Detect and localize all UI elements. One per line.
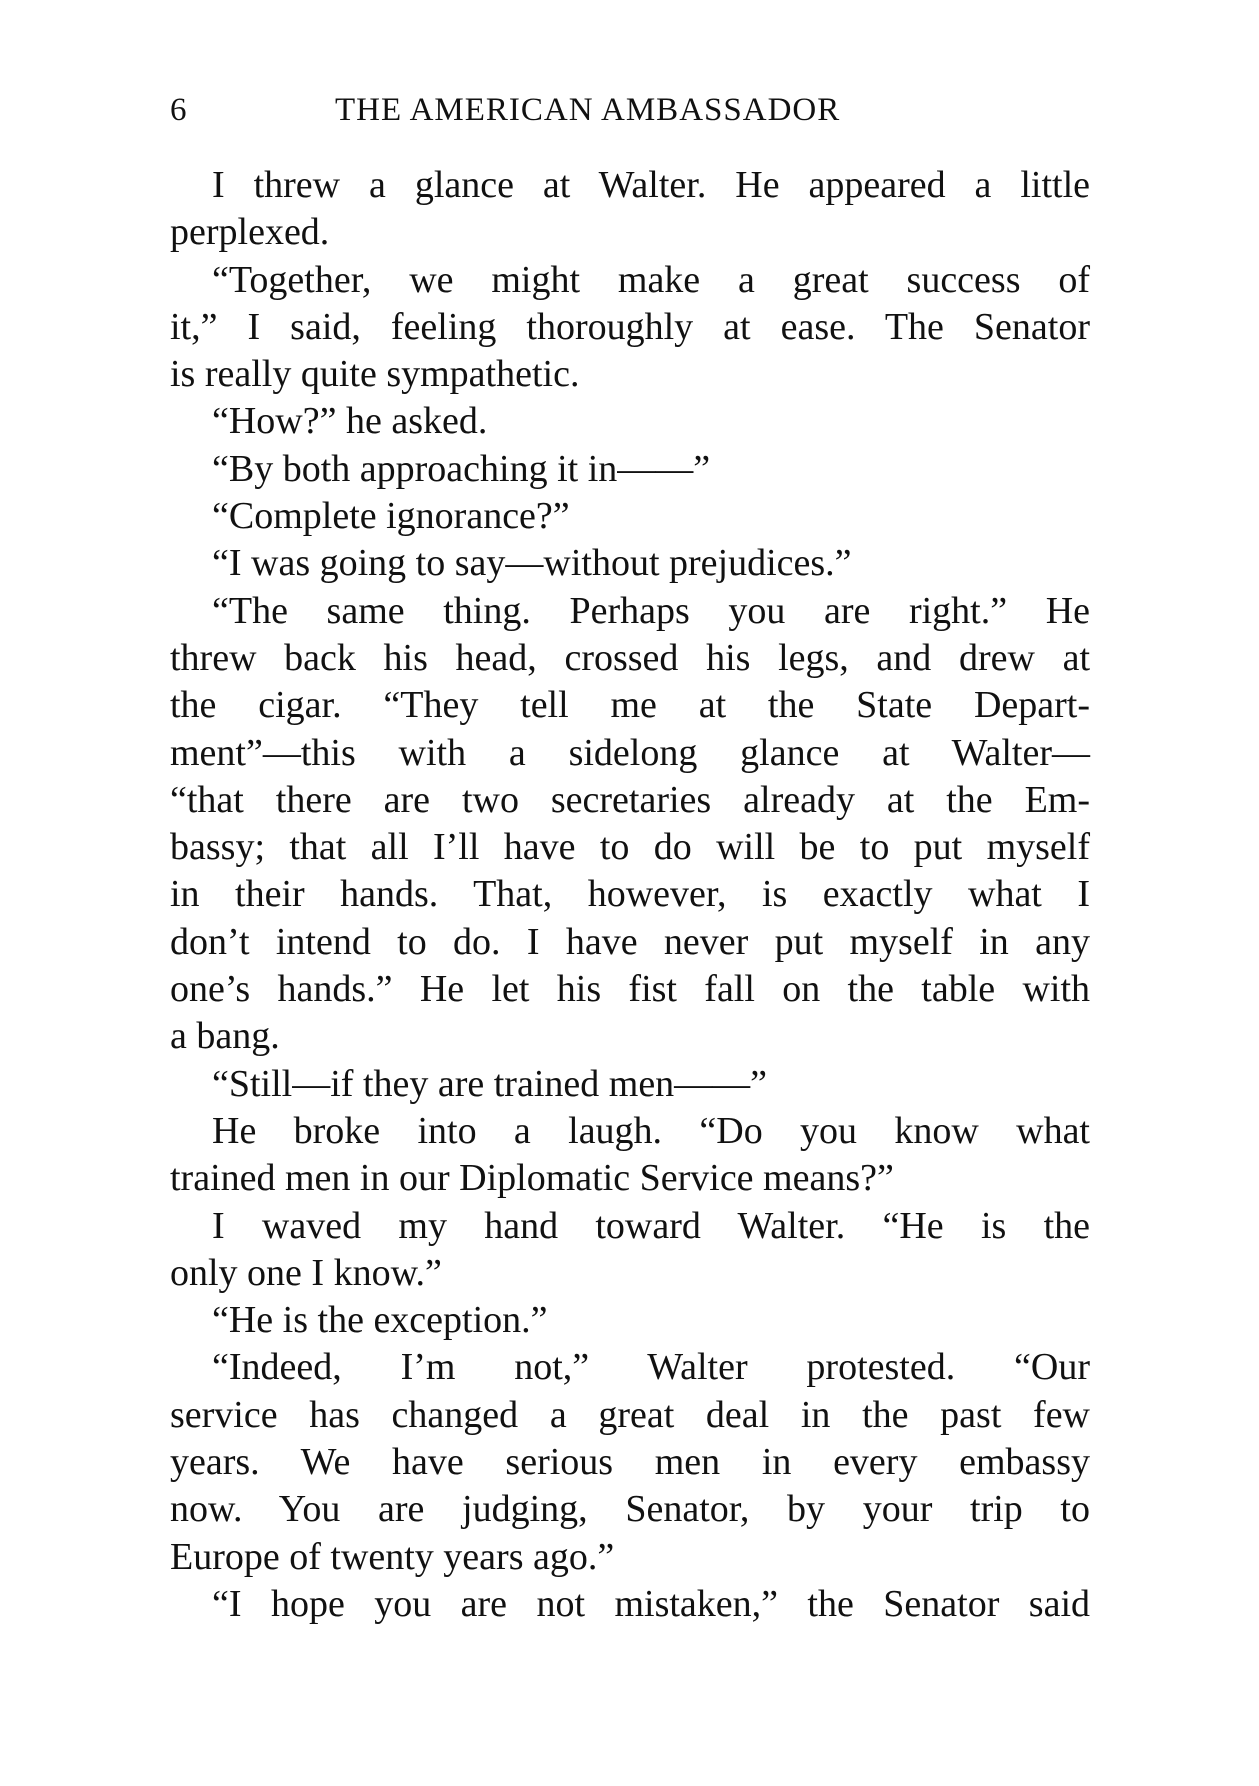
text-line: “Complete ignorance?”	[212, 495, 570, 538]
text-line: don’t intend to do. I have never put myself in any	[170, 920, 1090, 963]
text-line: is really quite sympathetic.	[170, 353, 580, 396]
text-line: “that there are two secretaries already at the Em-	[170, 778, 1090, 821]
text-line: the cigar. “They tell me at the State Depart-	[170, 684, 1090, 727]
text-line: “Still—if they are trained men——”	[212, 1062, 768, 1105]
text-line: ment”—this with a sidelong glance at Walter—	[170, 731, 1090, 774]
text-line: “I hope you are not mistaken,” the Senator said	[212, 1582, 1090, 1625]
text-line: years. We have serious men in every embassy	[170, 1441, 1090, 1484]
text-line: perplexed.	[170, 211, 330, 254]
text-line: “By both approaching it in——”	[212, 447, 711, 490]
running-head	[170, 88, 930, 132]
text-line: “The same thing. Perhaps you are right.” He	[212, 589, 1090, 632]
text-line: “Together, we might make a great success of	[212, 258, 1090, 301]
text-line: Europe of twenty years ago.”	[170, 1535, 615, 1578]
running-title: THE AMERICAN AMBASSADOR	[335, 92, 841, 128]
text-line: “He is the exception.”	[212, 1299, 548, 1342]
text-line: one’s hands.” He let his fist fall on the table with	[170, 968, 1090, 1011]
text-line: in their hands. That, however, is exactly what I	[170, 873, 1090, 916]
page-number: 6	[170, 92, 187, 128]
body-text	[170, 162, 1090, 1628]
text-line: I threw a glance at Walter. He appeared a little	[212, 164, 1090, 206]
text-line: service has changed a great deal in the past few	[170, 1393, 1090, 1436]
text-line: He broke into a laugh. “Do you know what	[212, 1109, 1090, 1152]
text-line: “How?” he asked.	[212, 400, 488, 443]
text-line: “I was going to say—without prejudices.”	[212, 542, 852, 585]
text-line: trained men in our Diplomatic Service means?”	[170, 1157, 894, 1200]
text-line: “Indeed, I’m not,” Walter protested. “Our	[212, 1346, 1090, 1389]
text-line: I waved my hand toward Walter. “He is the	[212, 1204, 1090, 1247]
text-line: a bang.	[170, 1015, 280, 1058]
text-line: it,” I said, feeling thoroughly at ease. The Senator	[170, 305, 1090, 348]
text-line: now. You are judging, Senator, by your trip to	[170, 1488, 1090, 1531]
text-line: threw back his head, crossed his legs, and drew at	[170, 636, 1090, 679]
text-line: only one I know.”	[170, 1251, 442, 1294]
text-line: bassy; that all I’ll have to do will be to put myself	[170, 826, 1090, 869]
